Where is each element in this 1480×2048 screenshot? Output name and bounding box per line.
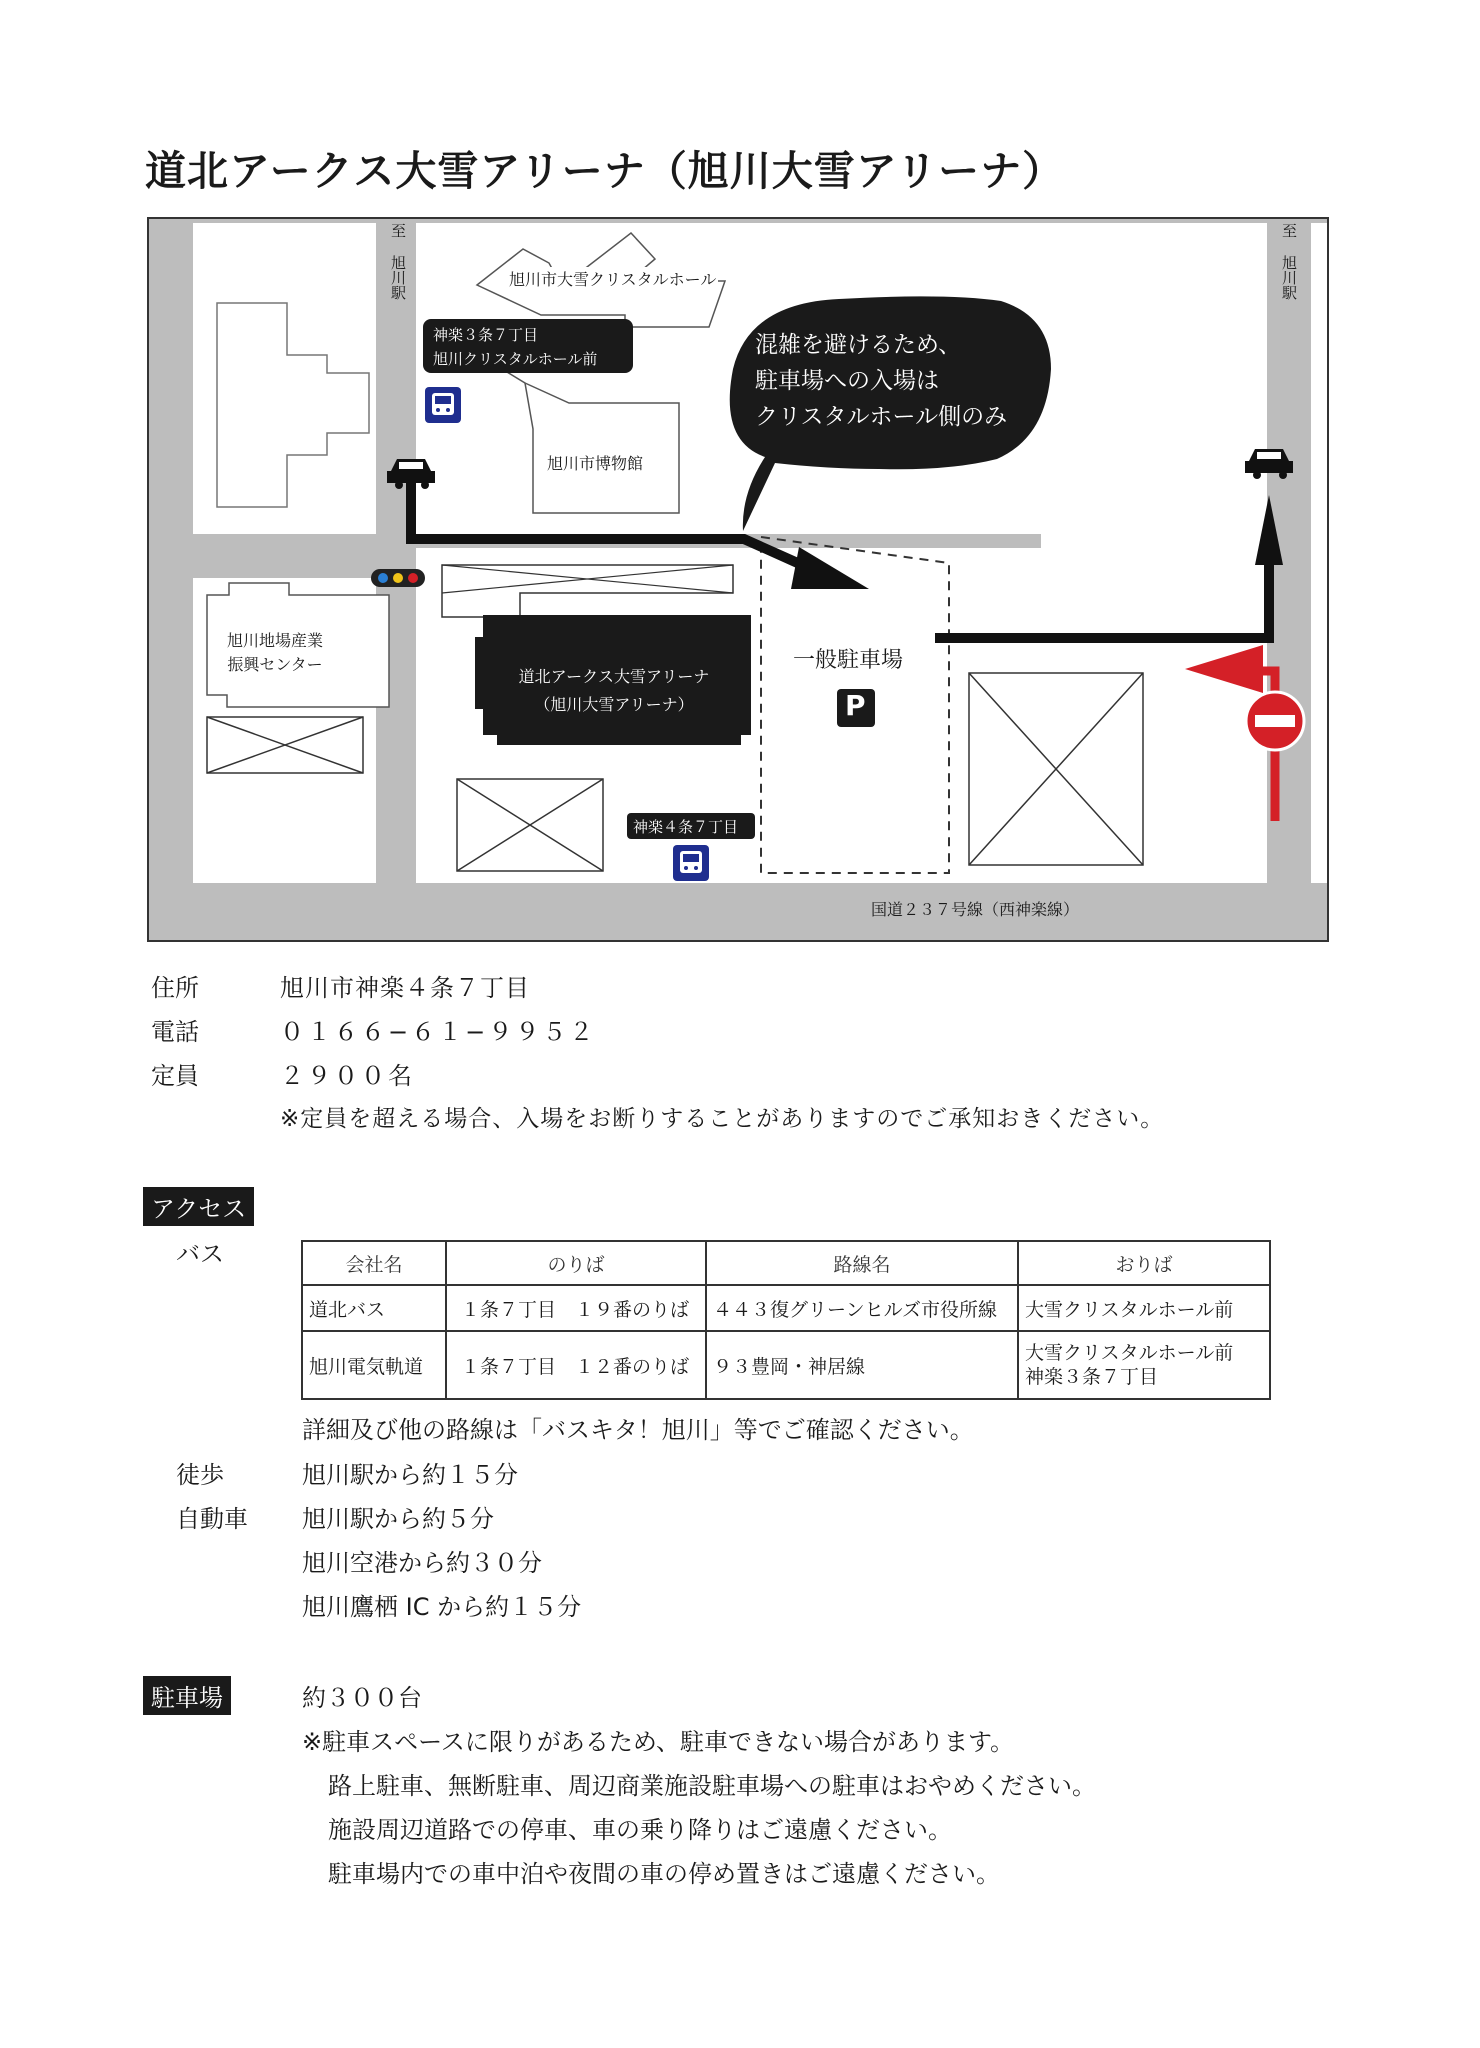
table-header-row (302, 1241, 1270, 1285)
highway-label: 国道２３７号線（西神楽線） (871, 900, 1080, 919)
no-entry-arrow-icon (1185, 645, 1263, 693)
phone-label: 電話 (151, 1018, 199, 1046)
table-cell: ４４３復グリーンヒルズ市役所線 (706, 1285, 1018, 1331)
route-arrow-icon (791, 547, 869, 589)
to-label: 至 (389, 223, 407, 238)
parking-note-2: 路上駐車、無断駐車、周辺商業施設駐車場への駐車はおやめください。 (328, 1772, 1096, 1800)
bus-stop-2-label: 神楽４条７丁目 (633, 818, 739, 836)
bus-stop-1-label (433, 323, 597, 371)
parking-p-icon: P (845, 689, 866, 722)
museum-label: 旭川市博物館 (547, 454, 644, 473)
table-row (302, 1285, 1270, 1331)
building-outline (217, 303, 369, 507)
walk-value: 旭川駅から約１５分 (302, 1461, 518, 1489)
bus-label: バス (176, 1240, 224, 1268)
capacity-value: ２９００名 (280, 1062, 415, 1090)
parking-label: 一般駐車場 (793, 648, 904, 673)
traffic-light-icon (371, 569, 425, 587)
industry-center-line2: 振興センター (227, 655, 323, 674)
walk-label: 徒歩 (176, 1461, 224, 1489)
parking-count: 約３００台 (302, 1684, 422, 1712)
bus-stop-icon (673, 845, 709, 881)
callout-line3: クリスタルホール側のみ (755, 404, 1008, 430)
access-heading: アクセス (143, 1187, 254, 1226)
bus-table (301, 1240, 1271, 1400)
car-value-3: 旭川鷹栖 IC から約１５分 (302, 1593, 582, 1621)
crystal-hall-label: 旭川市大雪クリスタルホール (507, 267, 718, 290)
callout-line1: 混雑を避けるため、 (755, 332, 962, 358)
phone-value: ０１６６−６１−９９５２ (280, 1018, 597, 1046)
table-cell: ９３豊岡・神居線 (706, 1331, 1018, 1399)
parking-note-3: 施設周辺道路での停車、車の乗り降りはご遠慮ください。 (328, 1816, 952, 1844)
arena-label (499, 663, 729, 719)
table-header: おりば (1018, 1241, 1270, 1285)
bus-stop-1-line1: 神楽３条７丁目 (433, 326, 539, 344)
parking-heading: 駐車場 (143, 1676, 231, 1715)
page-title: 道北アークス大雪アリーナ（旭川大雪アリーナ） (145, 147, 1065, 195)
table-cell: 道北バス (302, 1285, 446, 1331)
arena-line1: 道北アークス大雪アリーナ (518, 667, 710, 686)
parking-note-4: 駐車場内での車中泊や夜間の車の停め置きはご遠慮ください。 (328, 1860, 1000, 1888)
table-cell: １条７丁目 １２番のりば (446, 1331, 706, 1399)
table-cell: 大雪クリスタルホール前 (1018, 1285, 1270, 1331)
map-drawing (149, 219, 1329, 942)
table-cell: 旭川電気軌道 (302, 1331, 446, 1399)
dropoff-line1: 大雪クリスタルホール前 (1025, 1342, 1234, 1364)
car-value-1: 旭川駅から約５分 (302, 1505, 494, 1533)
museum-outline (525, 383, 679, 513)
capacity-label: 定員 (151, 1062, 199, 1090)
bus-stop-icon (425, 387, 461, 423)
table-cell (1018, 1331, 1270, 1399)
table-header: 会社名 (302, 1241, 446, 1285)
bus-note: 詳細及び他の路線は「バスキタ！旭川」等でご確認ください。 (302, 1416, 974, 1444)
to-station-left-name: 旭川駅 (389, 255, 407, 300)
bus-stop-1-line2: 旭川クリスタルホール前 (433, 350, 598, 368)
callout-text (755, 327, 1007, 435)
table-header: 路線名 (706, 1241, 1018, 1285)
callout-line2: 駐車場への入場は (755, 368, 939, 394)
to-station-right: 至 (1280, 223, 1298, 238)
table-row (302, 1331, 1270, 1399)
industry-center-line1: 旭川地場産業 (227, 631, 324, 650)
address-label: 住所 (151, 974, 199, 1002)
to-station-left (389, 223, 407, 238)
to-station-right-name: 旭川駅 (1280, 255, 1298, 300)
dropoff-line2: 神楽３条７丁目 (1025, 1366, 1159, 1388)
table-header: のりば (446, 1241, 706, 1285)
industry-center-label (227, 629, 323, 677)
arena-line2: （旭川大雪アリーナ） (534, 695, 694, 714)
car-label: 自動車 (176, 1505, 248, 1533)
access-map (147, 217, 1329, 942)
table-cell: １条７丁目 １９番のりば (446, 1285, 706, 1331)
parking-note-1: ※駐車スペースに限りがあるため、駐車できない場合があります。 (302, 1728, 1015, 1756)
annex-building (442, 565, 733, 617)
capacity-note: ※定員を超える場合、入場をお断りすることがありますのでご承知おきください。 (280, 1106, 1165, 1132)
address-value: 旭川市神楽４条７丁目 (280, 974, 530, 1002)
car-value-2: 旭川空港から約３０分 (302, 1549, 542, 1577)
exit-route-line (935, 561, 1269, 638)
